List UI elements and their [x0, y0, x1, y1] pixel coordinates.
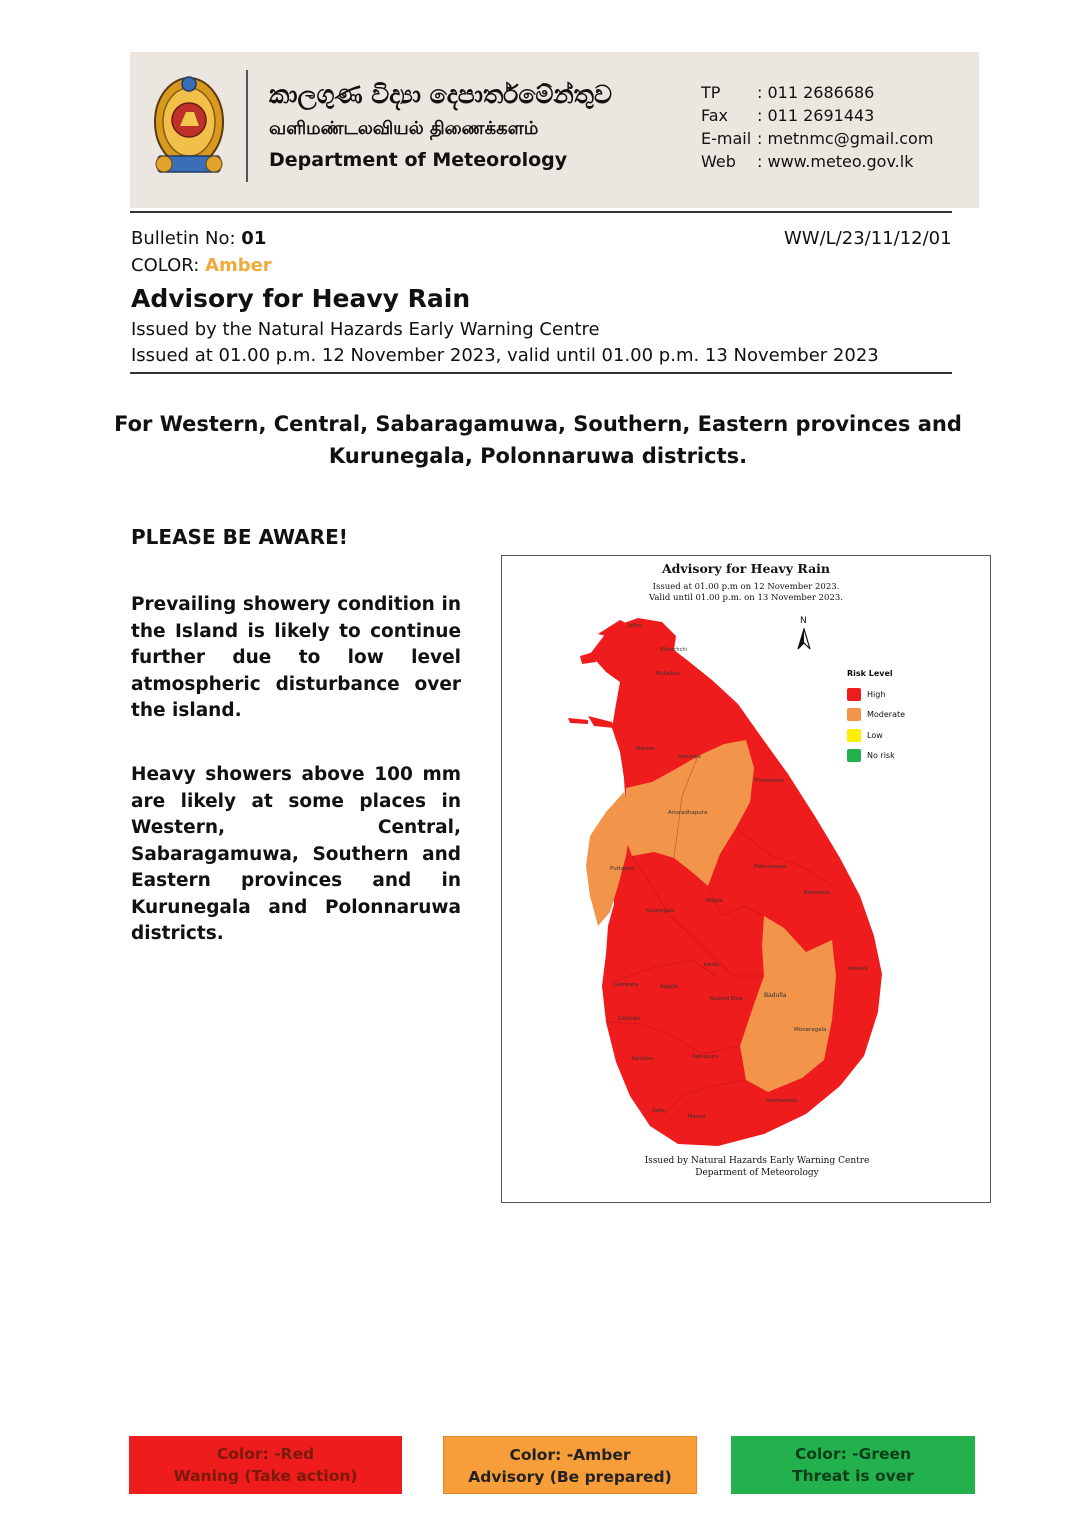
- web-label: Web: [701, 152, 736, 171]
- please-be-aware: PLEASE BE AWARE!: [131, 525, 348, 549]
- color-box-amber-line2: Advisory (Be prepared): [468, 1468, 672, 1486]
- paragraph-heavy-showers: Heavy showers above 100 mm are likely at some places in Western, Central, Sabaragamuwa, Southern and Eastern provinces and in Kurunegala and Polonnaruwa districts.: [131, 764, 461, 944]
- label-badulla: Badulla: [764, 992, 787, 999]
- tp-label: TP: [701, 83, 721, 102]
- label-trincomalee: Trincomalee: [754, 778, 785, 784]
- bulletin-color-label: COLOR:: [131, 255, 206, 276]
- dept-name-tamil: வளிமண்டலவியல் திணைக்களம்: [269, 118, 539, 139]
- map-footer-department: Deparment of Meteorology: [695, 1168, 819, 1178]
- legend-title: Risk Level: [847, 669, 893, 678]
- paragraph-prevailing: Prevailing showery condition in the Island is likely to continue further due to low level atmospheric disturbance over the island.: [131, 594, 461, 721]
- legend-label-moderate: Moderate: [867, 710, 906, 720]
- map-valid: Valid until 01.00 p.m. on 13 November 2023.: [649, 593, 843, 603]
- legend-swatch-high: [847, 688, 861, 701]
- label-matale: Matale: [706, 898, 723, 904]
- legend-item-high: [847, 684, 905, 705]
- label-nuwara-eliya: Nuwara Eliya: [710, 996, 743, 1002]
- bulletin-number-value: 01: [241, 228, 267, 249]
- label-galle: Galle: [652, 1108, 665, 1114]
- legend-label-no-risk: No risk: [867, 751, 895, 761]
- bulletin-title: Advisory for Heavy Rain: [131, 284, 471, 313]
- dept-name-sinhala: කාලගුණ විද්‍යා දෙපාර්තමේන්තුව: [269, 80, 612, 109]
- label-kurunegala: Kurunegala: [646, 908, 675, 914]
- legend-item-no-risk: [847, 746, 905, 767]
- label-kandy: Kandy: [704, 962, 720, 968]
- bulletin-number: [131, 228, 266, 249]
- risk-high-area: [590, 618, 882, 1146]
- contact-info: [701, 81, 933, 173]
- color-box-red-line2: Waning (Take action): [173, 1467, 358, 1485]
- legend-label-high: High: [867, 689, 886, 699]
- color-box-green-line2: Threat is over: [792, 1467, 914, 1485]
- color-box-green: [731, 1436, 975, 1494]
- email-value[interactable]: : metnmc@gmail.com: [757, 129, 934, 148]
- issued-by: Issued by the Natural Hazards Early Warning Centre: [131, 319, 600, 340]
- label-kilinochchi: Kilinochchi: [660, 647, 687, 653]
- label-mannar: Mannar: [636, 746, 655, 752]
- label-ratnapura: Ratnapura: [692, 1054, 719, 1060]
- bulletin-color: [131, 255, 272, 276]
- north-label: N: [800, 616, 807, 626]
- bulletin-reference: WW/L/23/11/12/01: [784, 228, 952, 249]
- letterhead: [130, 52, 979, 208]
- color-box-red: [129, 1436, 402, 1494]
- advisory-map: [501, 555, 991, 1203]
- sri-lanka-emblem-icon: [150, 70, 228, 180]
- bulletin-number-label: Bulletin No:: [131, 228, 242, 249]
- bottom-rule: [130, 372, 952, 374]
- color-box-amber: [443, 1436, 697, 1494]
- email-label: E-mail: [701, 129, 752, 148]
- label-puttalam: Puttalam: [610, 866, 635, 872]
- legend-swatch-no-risk: [847, 749, 861, 762]
- legend-item-moderate: [847, 705, 905, 726]
- legend-swatch-moderate: [847, 708, 861, 721]
- scope-line-2: Kurunegala, Polonnaruwa districts.: [328, 444, 748, 468]
- label-jaffna: Jaffna: [628, 623, 643, 629]
- label-batticaloa: Batticaloa: [804, 890, 830, 896]
- web-value[interactable]: : www.meteo.gov.lk: [757, 152, 914, 171]
- label-vavuniya: Vavuniya: [678, 754, 701, 760]
- label-anuradhapura: Anuradhapura: [668, 810, 708, 816]
- header-divider: [246, 70, 248, 182]
- legend-label-low: Low: [867, 730, 883, 740]
- map-issued: Issued at 01.00 p.m on 12 November 2023.: [652, 582, 840, 592]
- risk-legend: [847, 669, 905, 766]
- label-gampaha: Gampaha: [614, 982, 639, 988]
- label-kegalle: Kegalle: [660, 984, 679, 990]
- tp-value: : 011 2686686: [757, 83, 875, 102]
- legend-item-low: [847, 725, 905, 746]
- color-box-red-line1: Color: -Red: [216, 1445, 315, 1463]
- scope-line-1: For Western, Central, Sabaragamuwa, Southern, Eastern provinces and: [114, 412, 962, 436]
- fax-value: : 011 2691443: [757, 106, 875, 125]
- sri-lanka-map: [502, 556, 990, 1202]
- label-polonnaruwa: Polonnaruwa: [754, 864, 787, 870]
- issued-at: Issued at 01.00 p.m. 12 November 2023, valid until 01.00 p.m. 13 November 2023: [131, 345, 879, 366]
- label-kalutara: Kalutara: [632, 1056, 653, 1062]
- bulletin-color-value: Amber: [205, 255, 272, 276]
- label-ampara: Ampara: [848, 966, 868, 972]
- dept-name-english: Department of Meteorology: [269, 149, 568, 171]
- label-colombo: Colombo: [618, 1016, 641, 1022]
- map-title: Advisory for Heavy Rain: [661, 561, 831, 576]
- color-box-amber-line1: Color: -Amber: [509, 1446, 631, 1464]
- label-matara: Matara: [688, 1114, 706, 1120]
- color-box-green-line1: Color: -Green: [794, 1445, 912, 1463]
- legend-swatch-low: [847, 729, 861, 742]
- label-hambantota: Hambantota: [766, 1098, 798, 1104]
- label-mullaitivu: Mullaitivu: [656, 671, 681, 677]
- label-moneragala: Moneragala: [794, 1027, 827, 1033]
- fax-label: Fax: [701, 106, 729, 125]
- map-footer-issuer: Issued by Natural Hazards Early Warning Centre: [644, 1156, 870, 1166]
- top-rule: [130, 211, 952, 213]
